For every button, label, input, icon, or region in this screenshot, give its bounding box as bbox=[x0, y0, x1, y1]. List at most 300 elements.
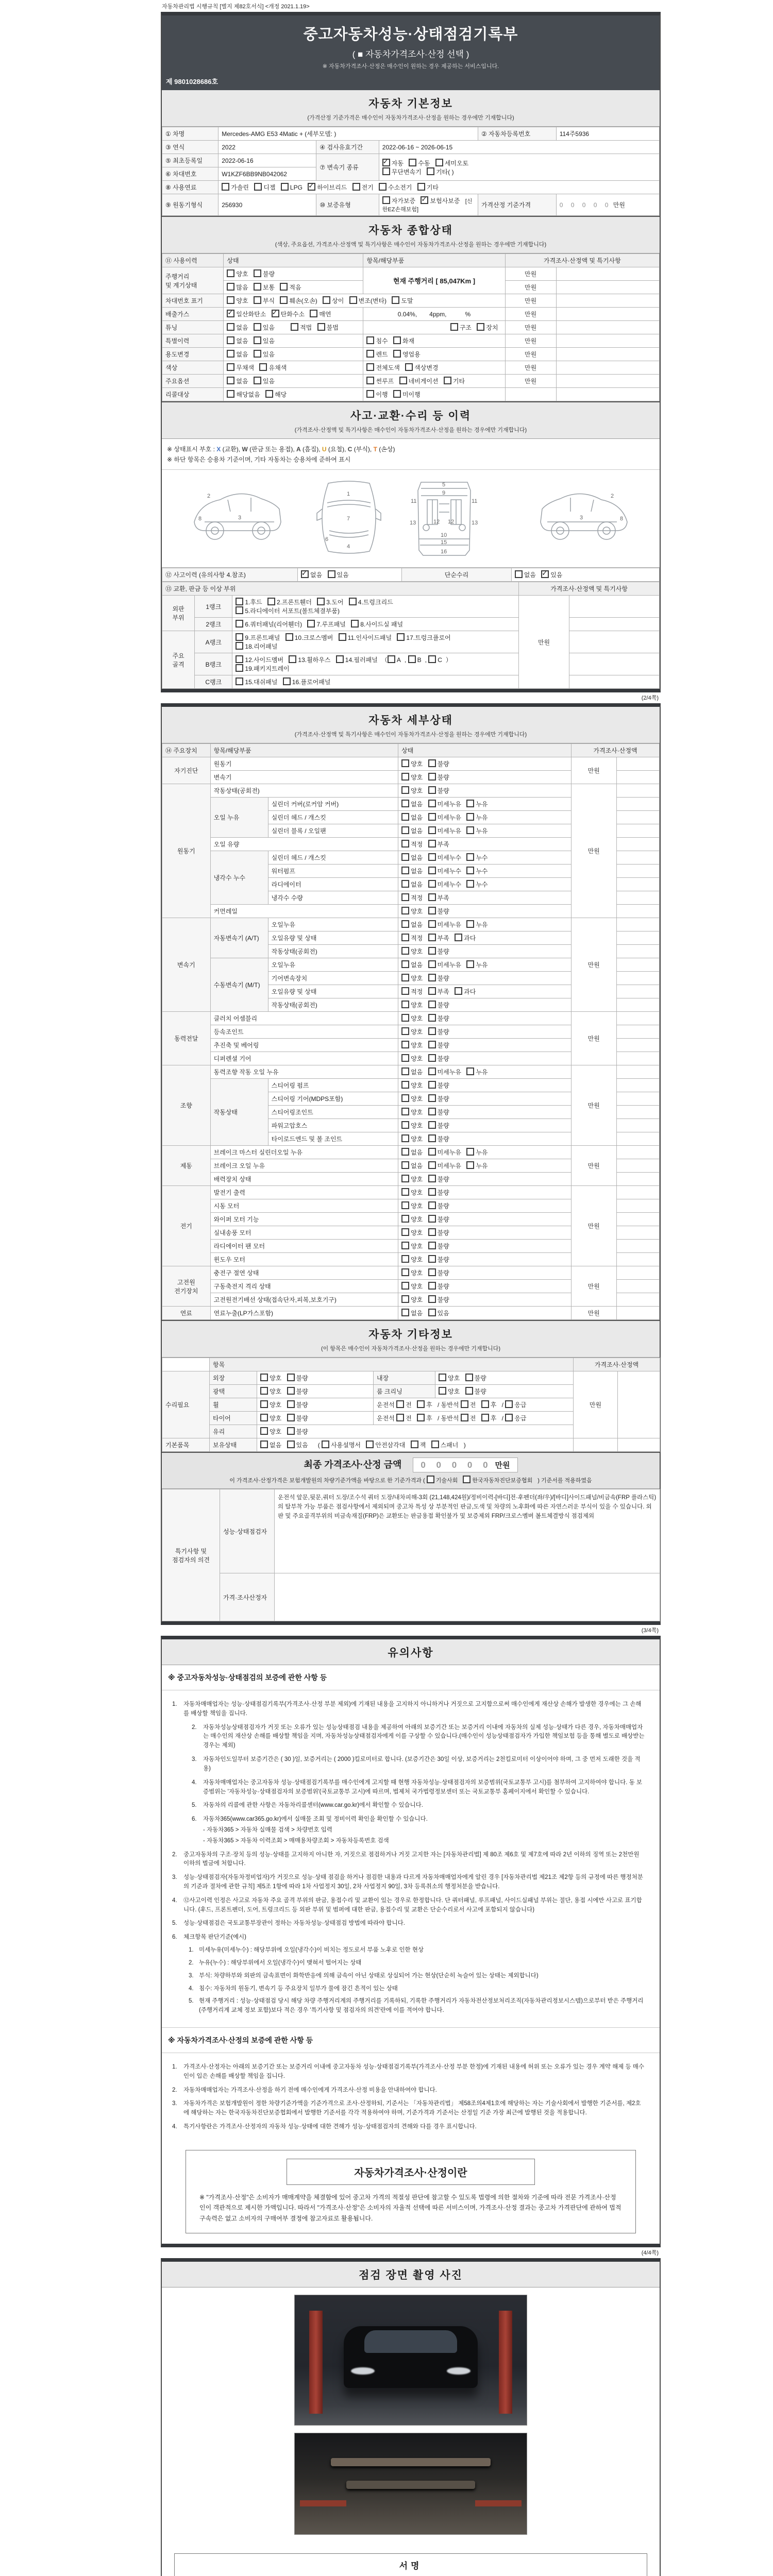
checkbox-양호[interactable]: 양호 bbox=[401, 1041, 423, 1049]
polish-label: 광택 bbox=[210, 1385, 257, 1398]
checkbox-icon bbox=[444, 377, 451, 384]
page-marker-4: (4/4쪽) bbox=[641, 2249, 659, 2256]
checkbox-양호[interactable]: 양호 bbox=[227, 269, 248, 278]
checkbox-양호[interactable]: 양호 bbox=[401, 1268, 423, 1277]
checkbox-과다[interactable]: 과다 bbox=[455, 987, 476, 996]
checkbox-누유[interactable]: 누유 bbox=[466, 1161, 488, 1170]
checkbox-icon bbox=[401, 1268, 409, 1276]
checkbox-변조(변타)[interactable]: 변조(변타) bbox=[349, 296, 386, 305]
checkbox-누유[interactable]: 누유 bbox=[466, 826, 488, 835]
checkbox-icon bbox=[417, 1400, 425, 1408]
checkbox-응급[interactable]: 응급 bbox=[505, 1414, 526, 1422]
svg-text:9: 9 bbox=[442, 490, 446, 496]
checkbox-불량[interactable]: 불량 bbox=[428, 1121, 449, 1130]
checkbox-불량[interactable]: 불량 bbox=[465, 1387, 486, 1396]
checkbox-icon bbox=[428, 1094, 436, 1102]
col-state: 상태 bbox=[224, 254, 363, 267]
checkbox-icon bbox=[227, 310, 234, 317]
checkbox-훼손(오손)[interactable]: 훼손(오손) bbox=[280, 296, 317, 305]
checkbox-양호[interactable]: 양호 bbox=[401, 907, 423, 916]
checkbox-15.대쉬패널[interactable]: 15.대쉬패널 bbox=[236, 677, 277, 686]
checkbox-매연[interactable]: 매연 bbox=[310, 310, 331, 318]
checkbox-구조[interactable]: 구조 bbox=[450, 323, 472, 332]
section-accident-header bbox=[162, 401, 660, 439]
checkbox-불량[interactable]: 불량 bbox=[428, 1108, 449, 1116]
remark-cell bbox=[556, 294, 659, 308]
checkbox-양호[interactable]: 양호 bbox=[401, 1014, 423, 1023]
checkbox-icon bbox=[421, 196, 428, 204]
checkbox-후[interactable]: 후 bbox=[481, 1414, 497, 1422]
checkbox-있음[interactable]: 있음 bbox=[328, 570, 349, 579]
checkbox-불량[interactable]: 불량 bbox=[428, 759, 449, 768]
checkbox-있음[interactable]: 있음 bbox=[287, 1440, 308, 1449]
checkbox-불법[interactable]: 불법 bbox=[317, 323, 339, 332]
label-model-year: ③ 연식 bbox=[162, 141, 219, 154]
checkbox-8.사이드실 패널[interactable]: 8.사이드실 패널 bbox=[351, 620, 403, 629]
room-cleaning-checks bbox=[435, 1385, 574, 1398]
checkbox-양호[interactable]: 양호 bbox=[401, 1255, 423, 1264]
checkbox-양호[interactable]: 양호 bbox=[401, 1228, 423, 1237]
checkbox-불량[interactable]: 불량 bbox=[428, 1014, 449, 1023]
checkbox-미세누유[interactable]: 미세누유 bbox=[428, 960, 461, 969]
checkbox-미이행[interactable]: 미이행 bbox=[393, 390, 421, 399]
checkbox-없음[interactable]: 없음 bbox=[227, 350, 248, 359]
checkbox-불량[interactable]: 불량 bbox=[428, 1255, 449, 1264]
detail-row bbox=[162, 1012, 660, 1025]
row-color-label: 색상 bbox=[162, 361, 224, 375]
checkbox-불량[interactable]: 불량 bbox=[287, 1374, 308, 1382]
checkbox-없음[interactable]: 없음 bbox=[227, 336, 248, 345]
checkbox-양호[interactable]: 양호 bbox=[401, 786, 423, 795]
price-cell: 만원 bbox=[505, 308, 556, 321]
checkbox-후[interactable]: 후 bbox=[417, 1400, 432, 1409]
checkbox-미세누수[interactable]: 미세누수 bbox=[428, 880, 461, 889]
checkbox-미세누유[interactable]: 미세누유 bbox=[428, 920, 461, 929]
checkbox-불량[interactable]: 불량 bbox=[287, 1387, 308, 1396]
notice-item-number: 5. bbox=[172, 1920, 177, 1927]
checkbox-양호[interactable]: 양호 bbox=[401, 1295, 423, 1304]
checkbox-많음[interactable]: 많음 bbox=[227, 283, 248, 292]
checkbox-유채색[interactable]: 유채색 bbox=[259, 363, 287, 372]
checkbox-없음[interactable]: 없음 bbox=[401, 880, 423, 889]
checkbox-미세누수[interactable]: 미세누수 bbox=[428, 853, 461, 862]
checkbox-미세누수[interactable]: 미세누수 bbox=[428, 867, 461, 875]
checkbox-양호[interactable]: 양호 bbox=[260, 1414, 281, 1422]
checkbox-불량[interactable]: 불량 bbox=[287, 1414, 308, 1422]
device-state-checks bbox=[398, 1025, 572, 1039]
checkbox-적음[interactable]: 적음 bbox=[280, 283, 301, 292]
checkbox-icon bbox=[399, 377, 407, 384]
checkbox-양호[interactable]: 양호 bbox=[401, 1108, 423, 1116]
checkbox-icon bbox=[428, 1175, 436, 1182]
checkbox-C[interactable]: C bbox=[428, 655, 442, 664]
checkbox-적정[interactable]: 적정 bbox=[401, 893, 423, 902]
tire-label: 타이어 bbox=[210, 1412, 257, 1425]
checkbox-불량[interactable]: 불량 bbox=[428, 1175, 449, 1183]
device-remark-cell bbox=[616, 878, 660, 891]
rank-label: C랭크 bbox=[195, 675, 232, 689]
checkbox-icon bbox=[310, 310, 317, 317]
checkbox-세미오토[interactable]: 세미오토 bbox=[435, 159, 468, 167]
device-remark-cell bbox=[616, 905, 660, 918]
device-group-label: 변속기 bbox=[162, 918, 211, 1012]
notice-item-number: 6. bbox=[172, 1934, 177, 1941]
underbody-rail-1 bbox=[331, 2458, 491, 2466]
checkbox-icon bbox=[477, 323, 484, 331]
price-cell bbox=[505, 388, 556, 401]
notice-item-number: 4. bbox=[192, 1779, 197, 1786]
checkbox-불량[interactable]: 불량 bbox=[428, 947, 449, 956]
checkbox-불량[interactable]: 불량 bbox=[428, 1228, 449, 1237]
checkbox-무단변속기[interactable]: 무단변속기 bbox=[382, 167, 422, 176]
notice-subline: - 자동차365 > 자동차 이력조회 > 매매용차량조회 > 자동차등록번호 검색 bbox=[203, 1837, 389, 1844]
checkbox-14.필러패널[interactable]: 14.필러패널 bbox=[336, 655, 378, 664]
checkbox-미세누유[interactable]: 미세누유 bbox=[428, 800, 461, 808]
checkbox-썬루프[interactable]: 썬루프 bbox=[366, 377, 394, 385]
checkbox-화재[interactable]: 화재 bbox=[393, 336, 414, 345]
checkbox-해당[interactable]: 해당 bbox=[265, 390, 287, 399]
device-item: 작동상태(공회전) bbox=[210, 784, 398, 798]
checkbox-없음[interactable]: 없음 bbox=[401, 826, 423, 835]
checkbox-기타[interactable]: 기타 bbox=[417, 183, 439, 192]
checkbox-icon bbox=[265, 390, 273, 398]
checkbox-불량[interactable]: 불량 bbox=[428, 1134, 449, 1143]
checkbox-이행[interactable]: 이행 bbox=[366, 390, 388, 399]
device-item: 시동 모터 bbox=[210, 1199, 398, 1213]
checkbox-있음[interactable]: 있음 bbox=[254, 323, 275, 332]
checkbox-icon bbox=[466, 867, 474, 874]
signature-box bbox=[174, 2553, 647, 2576]
checkbox-후[interactable]: 후 bbox=[417, 1414, 432, 1422]
checkbox-없음[interactable]: 없음 bbox=[401, 813, 423, 822]
checkbox-없음[interactable]: 없음 bbox=[401, 867, 423, 875]
checkbox-양호[interactable]: 양호 bbox=[401, 1001, 423, 1009]
checkbox-기타( )[interactable]: 기타( ) bbox=[427, 167, 454, 176]
checkbox-양호[interactable]: 양호 bbox=[401, 1054, 423, 1063]
checkbox-도말[interactable]: 도말 bbox=[392, 296, 413, 305]
checkbox-하이브리드[interactable]: ✓ 하이브리드 bbox=[308, 183, 347, 192]
checkbox-누유[interactable]: 누유 bbox=[466, 813, 488, 822]
checkbox-icon bbox=[435, 159, 443, 166]
checkbox-양호[interactable]: 양호 bbox=[260, 1374, 281, 1382]
checkbox-9.프론트패널[interactable]: 9.프론트패널 bbox=[236, 633, 280, 642]
checkbox-전[interactable]: 전 bbox=[396, 1414, 412, 1422]
device-state-checks bbox=[398, 1065, 572, 1079]
device-state-checks bbox=[398, 1146, 572, 1159]
checkbox-잭[interactable]: 잭 bbox=[411, 1440, 426, 1449]
checkbox-icon bbox=[428, 960, 436, 968]
checkbox-불량[interactable]: 불량 bbox=[428, 1041, 449, 1049]
checkbox-해당없음[interactable]: 해당없음 bbox=[227, 390, 260, 399]
checkbox-없음[interactable]: 없음 bbox=[401, 1161, 423, 1170]
checkbox-상이[interactable]: 상이 bbox=[323, 296, 344, 305]
checkbox-양호[interactable]: 양호 bbox=[401, 1201, 423, 1210]
final-price-note: 이 가격조사·산정가격은 보험개발원의 차량기준가액을 바탕으로 한 기준가격과 ( 기술사회 한국자동차진단보증협회 ) 기준서를 적용하였음 bbox=[162, 1476, 660, 1484]
checkbox-icon bbox=[227, 336, 234, 344]
checkbox-렌트[interactable]: 렌트 bbox=[366, 350, 388, 359]
checkbox-사용설명서[interactable]: 사용설명서 bbox=[322, 1440, 361, 1449]
checkbox-미세누유[interactable]: 미세누유 bbox=[428, 1161, 461, 1170]
checkbox-icon bbox=[428, 786, 436, 794]
device-group-label: 전기 bbox=[162, 1186, 211, 1266]
section-basic-info-subtitle: (가격산정 기준가격은 매수인이 자동차가격조사·산정을 원하는 경우에만 기재합니다) bbox=[307, 115, 514, 121]
checkbox-불량[interactable]: 불량 bbox=[428, 907, 449, 916]
checkbox-양호[interactable]: 양호 bbox=[439, 1374, 460, 1382]
checkbox-없음[interactable]: 없음 bbox=[401, 800, 423, 808]
checkbox-미세누유[interactable]: 미세누유 bbox=[428, 1067, 461, 1076]
checkbox-불량[interactable]: 불량 bbox=[428, 1282, 449, 1291]
detail-row bbox=[162, 1307, 660, 1320]
checkbox-icon bbox=[396, 1414, 404, 1421]
svg-text:7: 7 bbox=[347, 516, 350, 522]
checkbox-적정[interactable]: 적정 bbox=[401, 934, 423, 942]
checkbox-19.패키지트레이[interactable]: 19.패키지트레이 bbox=[236, 664, 289, 673]
checkbox-양호[interactable]: 양호 bbox=[401, 974, 423, 982]
checkbox-양호[interactable]: 양호 bbox=[401, 1188, 423, 1197]
rank-label: 2랭크 bbox=[195, 618, 232, 631]
section-overall-header bbox=[162, 216, 660, 253]
checkbox-양호[interactable]: 양호 bbox=[401, 1081, 423, 1090]
checkbox-과다[interactable]: 과다 bbox=[455, 934, 476, 942]
checkbox-자동[interactable]: ✓자동 bbox=[382, 159, 404, 167]
checkbox-안전삼각대[interactable]: 안전삼각대 bbox=[366, 1440, 405, 1449]
checkbox-불량[interactable]: 불량 bbox=[428, 786, 449, 795]
checkbox-누수[interactable]: 누수 bbox=[466, 880, 488, 889]
checkbox-불량[interactable]: 불량 bbox=[465, 1374, 486, 1382]
checkbox-icon bbox=[308, 183, 315, 191]
checkbox-있음[interactable]: 있음 bbox=[254, 377, 275, 385]
rank-label: 1랭크 bbox=[195, 596, 232, 618]
checkbox-불량[interactable]: 불량 bbox=[428, 1268, 449, 1277]
checkbox-양호[interactable]: 양호 bbox=[401, 1215, 423, 1224]
checkbox-부족[interactable]: 부족 bbox=[428, 987, 449, 996]
checkbox-icon bbox=[291, 323, 298, 331]
checkbox-icon bbox=[428, 853, 436, 861]
checkbox-양호[interactable]: 양호 bbox=[401, 1094, 423, 1103]
checkbox-불량[interactable]: 불량 bbox=[428, 1242, 449, 1250]
notice-item bbox=[172, 2099, 646, 2118]
device-state-checks bbox=[398, 972, 572, 985]
checkbox-7.루프패널[interactable]: 7.루프패널 bbox=[307, 620, 345, 629]
notice-list-2 bbox=[162, 2053, 660, 2144]
checkbox-불량[interactable]: 불량 bbox=[428, 1295, 449, 1304]
checkbox-11.인사이드패널[interactable]: 11.인사이드패널 bbox=[339, 633, 392, 642]
checkbox-불량[interactable]: 불량 bbox=[428, 1081, 449, 1090]
device-state-checks bbox=[398, 1186, 572, 1199]
checkbox-없음[interactable]: 없음 bbox=[401, 1067, 423, 1076]
checkbox-13.휠하우스[interactable]: 13.휠하우스 bbox=[289, 655, 330, 664]
checkbox-침수[interactable]: 침수 bbox=[366, 336, 388, 345]
checkbox-없음[interactable]: 없음 bbox=[227, 377, 248, 385]
checkbox-전기[interactable]: 전기 bbox=[352, 183, 374, 192]
checkbox-1.후드[interactable]: 1.후드 bbox=[236, 598, 262, 606]
checkbox-5.라디에이터 서포트(볼트체결부품)[interactable]: 5.라디에이터 서포트(볼트체결부품) bbox=[236, 606, 340, 615]
checkbox-17.트렁크플로어[interactable]: 17.트렁크플로어 bbox=[397, 633, 450, 642]
checkbox-없음[interactable]: 없음 bbox=[401, 960, 423, 969]
checkbox-전[interactable]: 전 bbox=[461, 1414, 476, 1422]
checkbox-있음[interactable]: ✓ 있음 bbox=[541, 570, 562, 579]
checkbox-icon bbox=[281, 183, 289, 191]
notice-list-1 bbox=[162, 1690, 660, 2027]
checkbox-icon bbox=[428, 974, 436, 981]
checkbox-누수[interactable]: 누수 bbox=[466, 867, 488, 875]
checkbox-장치[interactable]: 장치 bbox=[477, 323, 498, 332]
checkbox-누유[interactable]: 누유 bbox=[466, 920, 488, 929]
device-item: 스티어링조인트 bbox=[268, 1106, 398, 1119]
checkbox-불량[interactable]: 불량 bbox=[428, 1094, 449, 1103]
checkbox-네비게이션[interactable]: 네비게이션 bbox=[399, 377, 439, 385]
device-remark-cell bbox=[616, 972, 660, 985]
checkbox-icon bbox=[227, 323, 234, 331]
checkbox-없음[interactable]: 없음 bbox=[401, 853, 423, 862]
checkbox-가솔린[interactable]: 가솔린 bbox=[222, 183, 249, 192]
notice-subline: - 자동차365 > 자동차 실매물 검색 > 차량번호 입력 bbox=[203, 1826, 332, 1833]
checkbox-한국자동차진단보증협회[interactable]: 한국자동차진단보증협회 bbox=[463, 1476, 532, 1484]
checkbox-있음[interactable]: 있음 bbox=[428, 1309, 449, 1317]
checkbox-icon bbox=[396, 1400, 404, 1408]
checkbox-icon bbox=[227, 350, 234, 358]
checkbox-6.쿼터패널(리어휀더)[interactable]: 6.쿼터패널(리어휀더) bbox=[236, 620, 302, 629]
checkbox-불량[interactable]: 불량 bbox=[287, 1427, 308, 1436]
checkbox-불량[interactable]: 불량 bbox=[428, 1201, 449, 1210]
checkbox-적정[interactable]: 적정 bbox=[401, 840, 423, 849]
checkbox-양호[interactable]: 양호 bbox=[401, 1134, 423, 1143]
device-item: 스티어링 펌프 bbox=[268, 1079, 398, 1092]
checkbox-양호[interactable]: 양호 bbox=[401, 759, 423, 768]
device-remark-cell bbox=[616, 1119, 660, 1132]
checkbox-3.도어[interactable]: 3.도어 bbox=[317, 598, 343, 606]
checkbox-없음[interactable]: 없음 bbox=[401, 920, 423, 929]
checkbox-양호[interactable]: 양호 bbox=[227, 296, 248, 305]
checkbox-누유[interactable]: 누유 bbox=[466, 800, 488, 808]
checkbox-B[interactable]: B bbox=[408, 655, 422, 664]
checkbox-적정[interactable]: 적정 bbox=[401, 987, 423, 996]
checkbox-불량[interactable]: 불량 bbox=[428, 1027, 449, 1036]
price-appraiser-label: 가격·조사산정자 bbox=[220, 1573, 275, 1621]
checkbox-불량[interactable]: 불량 bbox=[428, 1188, 449, 1197]
checkbox-2.프론트휀더[interactable]: 2.프론트휀더 bbox=[267, 598, 312, 606]
final-price-label: 최종 가격조사·산정 금액 bbox=[304, 1460, 402, 1470]
device-item: 실내송풍 모터 bbox=[210, 1226, 398, 1240]
checkbox-양호[interactable]: 양호 bbox=[439, 1387, 460, 1396]
checkbox-누유[interactable]: 누유 bbox=[466, 960, 488, 969]
checkbox-보통[interactable]: 보통 bbox=[254, 283, 275, 292]
checkbox-A[interactable]: A bbox=[388, 655, 401, 664]
checkbox-미세누유[interactable]: 미세누유 bbox=[428, 813, 461, 822]
checkbox-양호[interactable]: 양호 bbox=[260, 1387, 281, 1396]
checkbox-영업용[interactable]: 영업용 bbox=[393, 350, 421, 359]
checkbox-없음[interactable]: ✓ 없음 bbox=[301, 570, 322, 579]
checkbox-일산화탄소[interactable]: ✓ 일산화탄소 bbox=[227, 310, 266, 318]
checkbox-전체도색[interactable]: 전체도색 bbox=[366, 363, 399, 372]
checkbox-icon bbox=[379, 183, 386, 191]
checkbox-양호[interactable]: 양호 bbox=[401, 1242, 423, 1250]
checkbox-양호[interactable]: 양호 bbox=[401, 947, 423, 956]
checkbox-불량[interactable]: 불량 bbox=[428, 974, 449, 982]
checkbox-icon bbox=[236, 642, 243, 650]
svg-text:2: 2 bbox=[611, 493, 614, 499]
checkbox-양호[interactable]: 양호 bbox=[401, 1027, 423, 1036]
checkbox-수동[interactable]: 수동 bbox=[409, 159, 430, 167]
checkbox-없음[interactable]: 없음 bbox=[401, 1309, 423, 1317]
checkbox-불량[interactable]: 불량 bbox=[287, 1400, 308, 1409]
checkbox-불량[interactable]: 불량 bbox=[428, 1054, 449, 1063]
checkbox-양호[interactable]: 양호 bbox=[401, 1175, 423, 1183]
checkbox-부족[interactable]: 부족 bbox=[428, 934, 449, 942]
checkbox-없음[interactable]: 없음 bbox=[515, 570, 536, 579]
checkbox-보험사보증[interactable]: ✓ 보험사보증 bbox=[421, 196, 460, 205]
checkbox-색상변경[interactable]: 색상변경 bbox=[405, 363, 438, 372]
checkbox-미세누유[interactable]: 미세누유 bbox=[428, 826, 461, 835]
checkbox-부족[interactable]: 부족 bbox=[428, 893, 449, 902]
checkbox-18.리어패널[interactable]: 18.리어패널 bbox=[236, 642, 277, 651]
checkbox-있음[interactable]: 있음 bbox=[254, 350, 275, 359]
checkbox-스패너[interactable]: 스패너 bbox=[431, 1440, 459, 1449]
checkbox-양호[interactable]: 양호 bbox=[401, 1282, 423, 1291]
checkbox-없음[interactable]: 없음 bbox=[260, 1440, 281, 1449]
checkbox-없음[interactable]: 없음 bbox=[401, 1148, 423, 1157]
checkbox-불량[interactable]: 불량 bbox=[428, 1001, 449, 1009]
checkbox-16.플로어패널[interactable]: 16.플로어패널 bbox=[283, 677, 331, 686]
checkbox-불량[interactable]: 불량 bbox=[428, 773, 449, 782]
checkbox-양호[interactable]: 양호 bbox=[260, 1427, 281, 1436]
checkbox-부식[interactable]: 부식 bbox=[254, 296, 275, 305]
checkbox-기타[interactable]: 기타 bbox=[444, 377, 465, 385]
checkbox-없음[interactable]: 없음 bbox=[227, 323, 248, 332]
rank-remark-cell bbox=[569, 653, 659, 675]
checkbox-후[interactable]: 후 bbox=[481, 1400, 497, 1409]
checkbox-누유[interactable]: 누유 bbox=[466, 1148, 488, 1157]
device-group-label: 원동기 bbox=[162, 784, 211, 918]
checkbox-icon bbox=[401, 1108, 409, 1115]
checkbox-자가보증[interactable]: 자가보증 bbox=[382, 196, 415, 205]
device-remark-cell bbox=[616, 1132, 660, 1146]
device-item: 연료누출(LP가스포함) bbox=[210, 1307, 398, 1320]
checkbox-전[interactable]: 전 bbox=[461, 1400, 476, 1409]
checkbox-4.트렁크리드[interactable]: 4.트렁크리드 bbox=[349, 598, 393, 606]
device-item: 실린더 헤드 / 개스킷 bbox=[268, 851, 398, 865]
checkbox-기술사회[interactable]: 기술사회 bbox=[427, 1476, 458, 1484]
checkbox-있음[interactable]: 있음 bbox=[254, 336, 275, 345]
inspection-photo-underbody bbox=[294, 2433, 527, 2535]
checkbox-무채색[interactable]: 무채색 bbox=[227, 363, 254, 372]
checkbox-부족[interactable]: 부족 bbox=[428, 840, 449, 849]
checkbox-불량[interactable]: 불량 bbox=[428, 1215, 449, 1224]
checkbox-icon bbox=[427, 1476, 434, 1483]
checkbox-디젤[interactable]: 디젤 bbox=[254, 183, 275, 192]
checkbox-LPG[interactable]: LPG bbox=[281, 183, 303, 191]
checkbox-icon bbox=[401, 893, 409, 901]
checkbox-적법[interactable]: 적법 bbox=[291, 323, 312, 332]
checkbox-10.크로스멤버[interactable]: 10.크로스멤버 bbox=[285, 633, 333, 642]
checkbox-미세누유[interactable]: 미세누유 bbox=[428, 1148, 461, 1157]
checkbox-누유[interactable]: 누유 bbox=[466, 1067, 488, 1076]
checkbox-icon bbox=[283, 677, 291, 685]
checkbox-수소전기[interactable]: 수소전기 bbox=[379, 183, 412, 192]
checkbox-전[interactable]: 전 bbox=[396, 1400, 412, 1409]
checkbox-icon bbox=[401, 1242, 409, 1249]
svg-text:10: 10 bbox=[441, 532, 447, 538]
checkbox-불량[interactable]: 불량 bbox=[254, 269, 275, 278]
detail-row bbox=[162, 757, 660, 771]
checkbox-누수[interactable]: 누수 bbox=[466, 853, 488, 862]
checkbox-양호[interactable]: 양호 bbox=[260, 1400, 281, 1409]
checkbox-응급[interactable]: 응급 bbox=[505, 1400, 526, 1409]
checkbox-양호[interactable]: 양호 bbox=[401, 1121, 423, 1130]
checkbox-탄화수소[interactable]: ✓ 탄화수소 bbox=[272, 310, 305, 318]
checkbox-12.사이드멤버[interactable]: 12.사이드멤버 bbox=[236, 655, 283, 664]
checkbox-양호[interactable]: 양호 bbox=[401, 773, 423, 782]
